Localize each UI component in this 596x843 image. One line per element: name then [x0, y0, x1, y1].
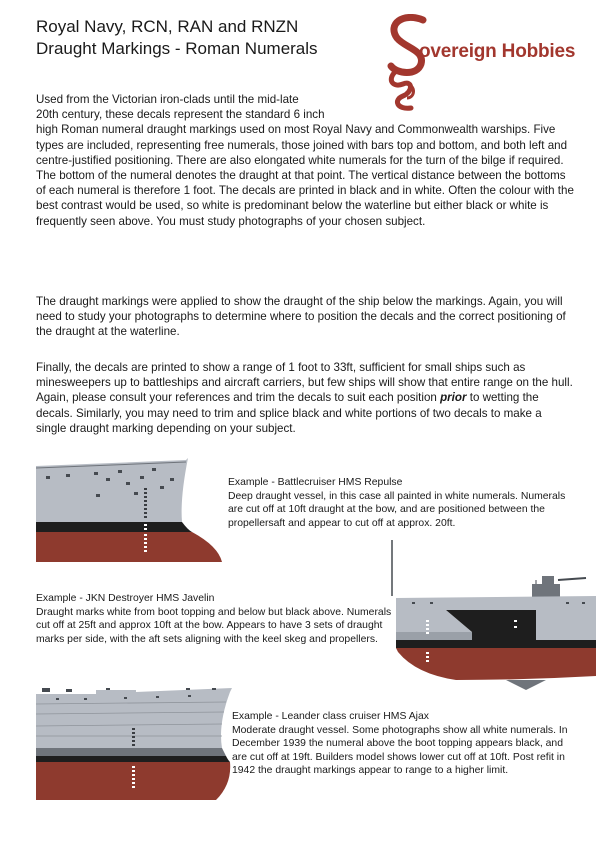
javelin-bow-illustration	[386, 540, 596, 690]
page-title	[36, 16, 318, 60]
example-javelin-caption	[36, 592, 396, 646]
logo-brand-text: overeign Hobbies	[419, 41, 576, 62]
example-repulse-text: Deep draught vessel, in this case all painted in white numerals. Numerals are cut off at 10ft draught at the bow, and are positioned between the propellersaft and appear to cut off at approx. 20ft.	[228, 490, 566, 529]
intro-line-1: Used from the Victorian iron-clads until the mid-late	[36, 93, 299, 106]
title-line-1: Royal Navy, RCN, RAN and RNZN	[36, 17, 299, 36]
title-line-2: Draught Markings - Roman Numerals	[36, 39, 318, 58]
intro-rest: high Roman numeral draught markings used on most Royal Navy and Commonwealth warships. Five types are included, representing free numerals, those joined with bars top and bottom, and both left and centre-justified positioning. There are also elongated white numerals for the turn of the bilge if required. The bottom of the numeral denotes the draught at that point. The vertical distance between the bottoms of each numeral is therefore 1 foot. The decals are printed in black and in white. Often the colour with the best contrast would be used, so white is predominant below the waterline but either black or white is frequently seen above. You must study photographs of your chosen subject.	[36, 123, 574, 228]
example-ajax-title: Example - Leander class cruiser HMS Ajax	[232, 711, 429, 722]
paragraph-range	[36, 360, 574, 436]
range-emphasis: prior	[440, 391, 467, 405]
example-javelin-text: Draught marks white from boot topping and below but black above. Numerals cut off at 25ft and approx 10ft at the bow. Appears to have 3 sets of draught marks per side, with the aft sets aligning with the keel skeg and propellers.	[36, 606, 392, 645]
range-text-after: to wetting the decals. Similarly, you may need to trim and splice black and white portions of two decals to make a single draught marking depending on your subject.	[36, 391, 542, 435]
repulse-bow-illustration	[36, 458, 222, 562]
range-text-before: Finally, the decals are printed to show a range of 1 foot to 33ft, sufficient for small ships such as minesweepers up to battleships and aircraft carriers, but few ships will show that entire range on the hull. Again, please consult your references and trim the decals to suit each position	[36, 361, 573, 405]
paragraph-positioning: The draught markings were applied to show the draught of the ship below the markings. Again, you will need to study your photographs to determine where to position the decals and the correct positioning of the draught at the waterline.	[36, 295, 566, 339]
example-javelin-title: Example - JKN Destroyer HMS Javelin	[36, 593, 215, 604]
example-repulse-caption	[228, 476, 568, 530]
example-repulse-title: Example - Battlecruiser HMS Repulse	[228, 477, 403, 488]
ajax-bow-illustration	[36, 688, 232, 800]
intro-paragraph	[36, 92, 574, 229]
intro-line-2: 20th century, these decals represent the standard 6 inch	[36, 108, 325, 122]
example-ajax-text: Moderate draught vessel. Some photographs show all white numerals. In December 1939 the numeral above the boot topping appears black, and are cut off at 19ft. Builders model shows lower cut off at 10ft. Post refit in 1942 the draught markings appear to range to a higher limit.	[232, 724, 568, 777]
example-ajax-caption	[232, 710, 578, 778]
